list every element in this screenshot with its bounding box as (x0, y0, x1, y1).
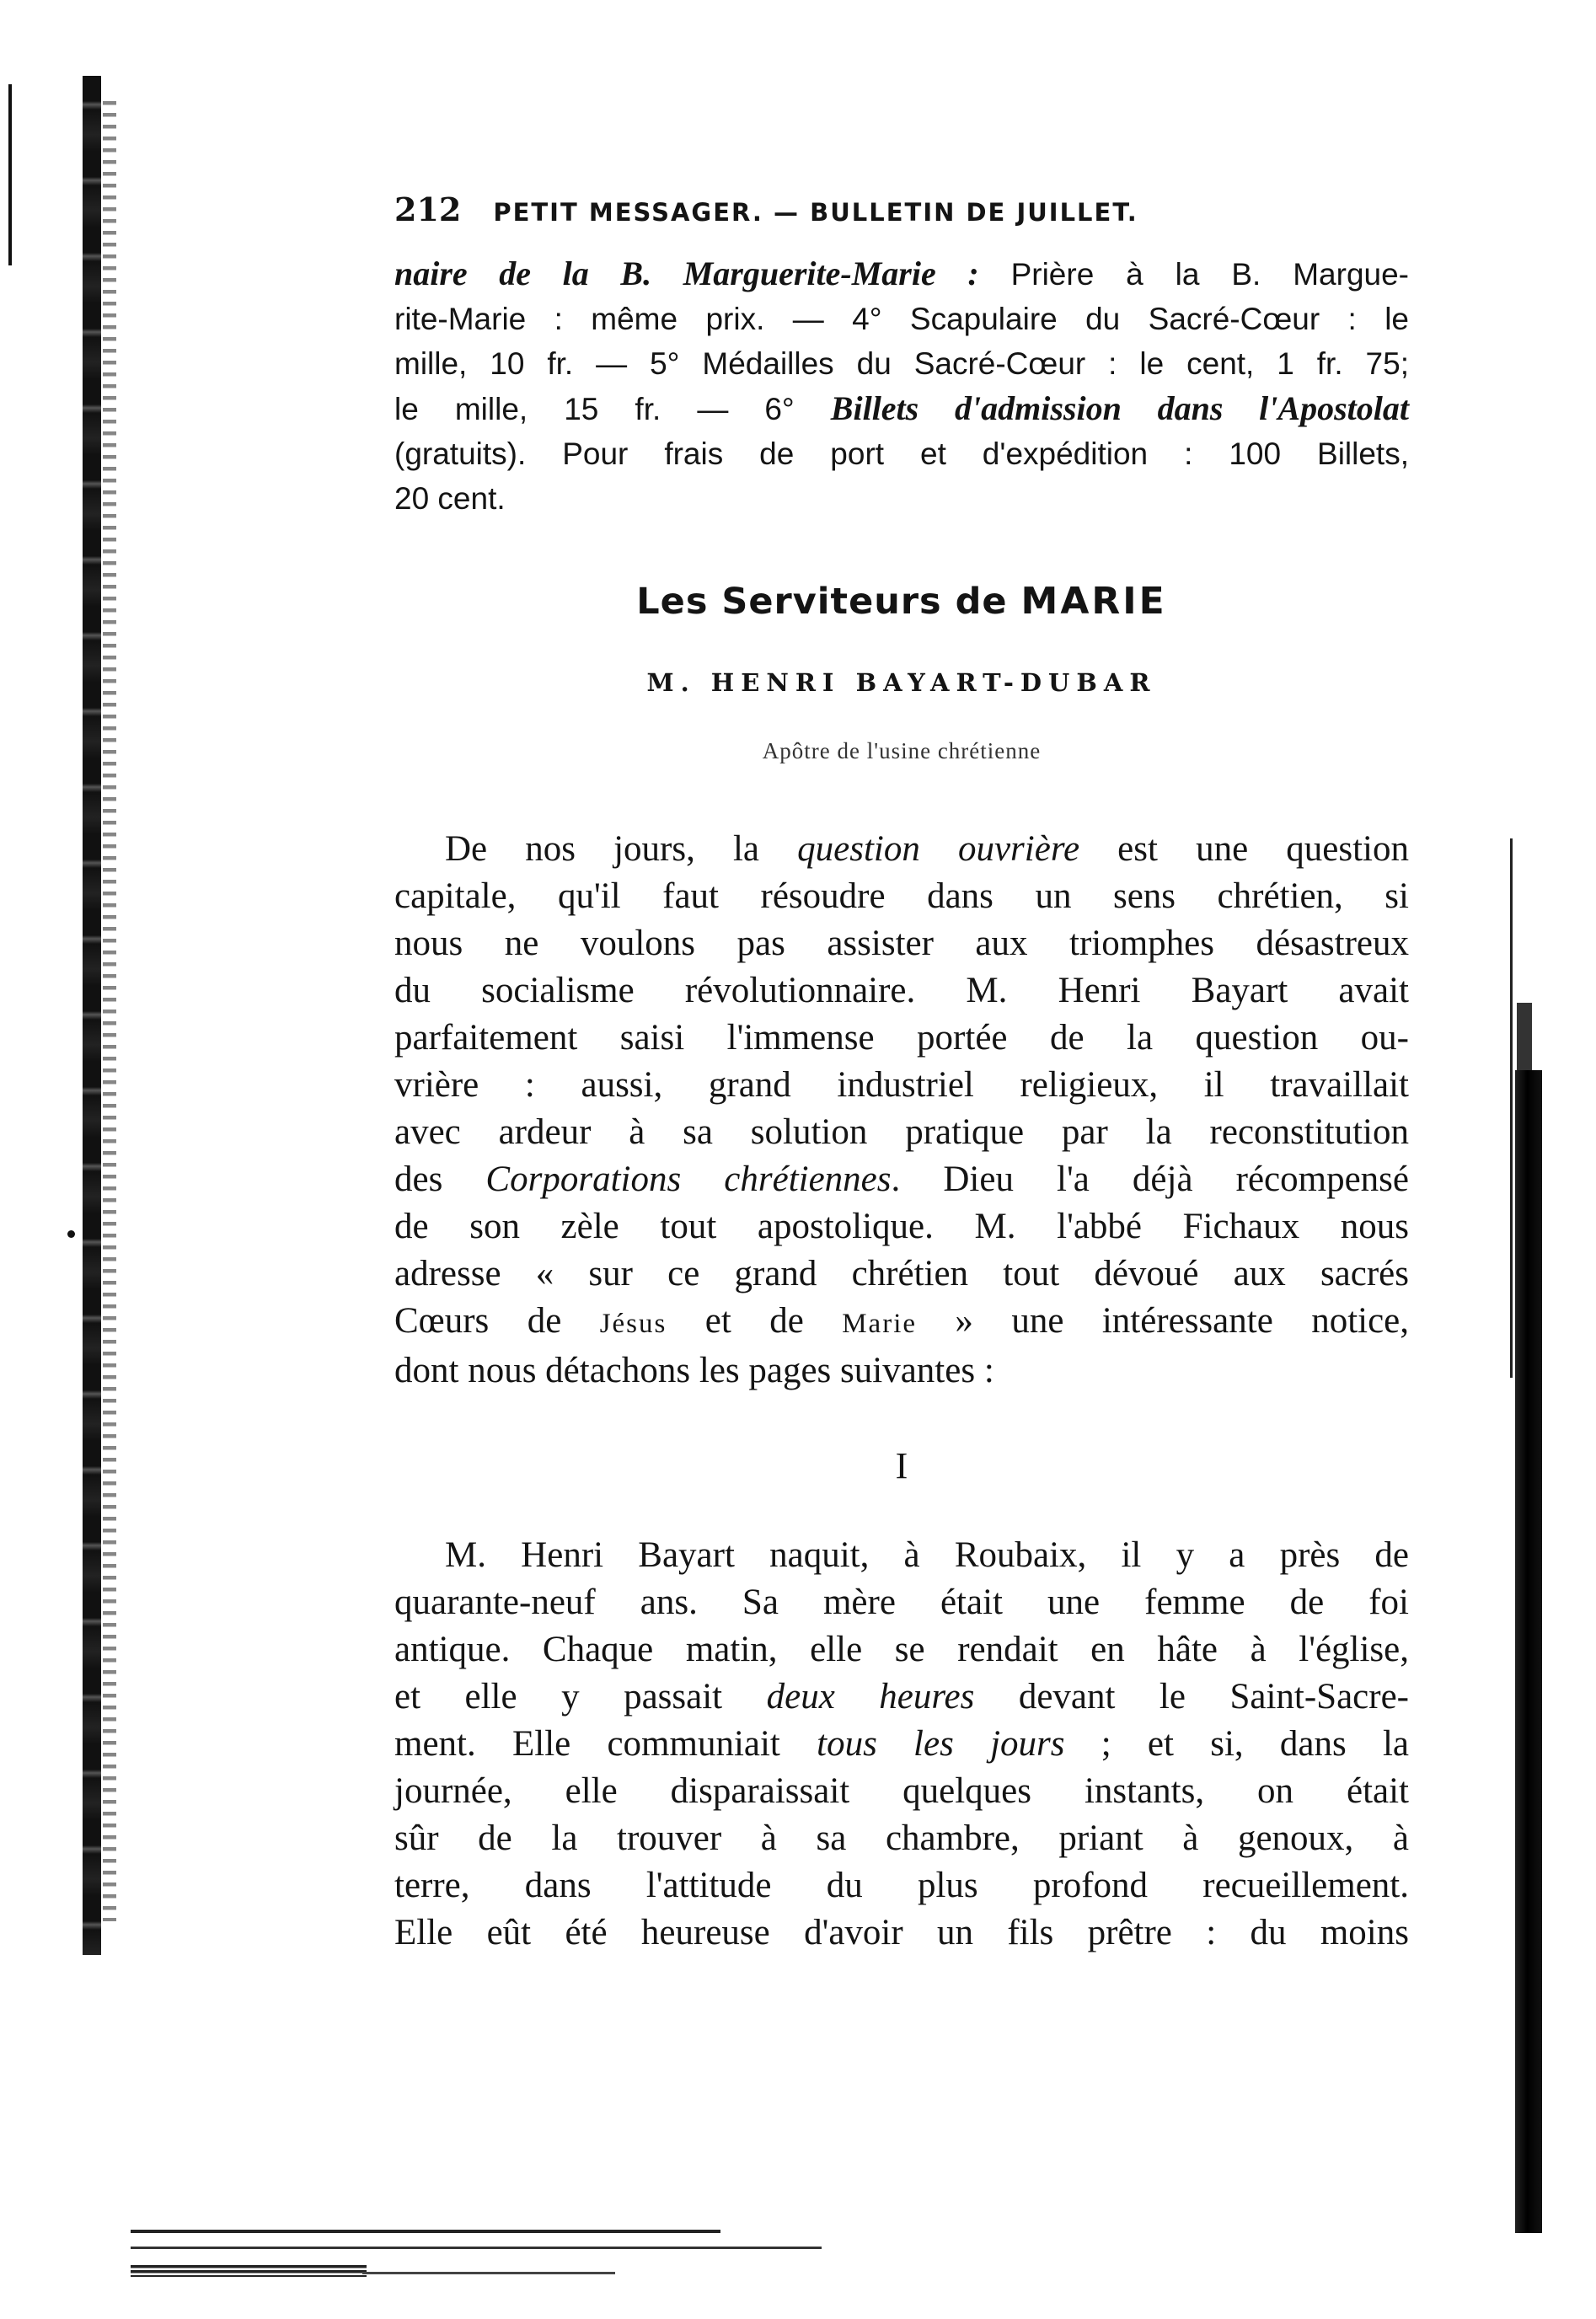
text-line: sûr de la trouver à sa chambre, priant à genoux, à (394, 1818, 1409, 1858)
text-line: dont nous détachons les pages suivantes : (394, 1351, 994, 1390)
text-span: ment. Elle communiait (394, 1724, 817, 1764)
text-line: avec ardeur à sa solution pratique par la reconstitution (394, 1112, 1409, 1152)
body-paragraph (394, 1532, 1409, 1957)
italic-text: tous les jours (817, 1724, 1065, 1764)
page-number: 212 (394, 190, 462, 228)
text-line: (gratuits). Pour frais de port et d'expédition : 100 Billets, (394, 436, 1409, 471)
text-span: ; et si, dans la (1064, 1724, 1409, 1764)
text-span: Prière à la B. Margue- (978, 257, 1409, 292)
text-line: parfaitement saisi l'immense portée de la question ou- (394, 1018, 1409, 1058)
scan-page-edge-right (1515, 1070, 1542, 2233)
scan-binding-shadow-left (83, 76, 101, 1955)
text-line: Elle eût été heureuse d'avoir un fils prêtre : du moins (394, 1913, 1409, 1952)
continued-paragraph (394, 251, 1409, 521)
text-line: quarante-neuf ans. Sa mère était une femme de foi (394, 1583, 1409, 1622)
body-paragraph (394, 826, 1409, 1395)
text-span: le mille, 15 fr. — 6° (394, 392, 831, 426)
text-span: et elle y passait (394, 1677, 767, 1716)
text-line: de son zèle tout apostolique. M. l'abbé Fichaux nous (394, 1207, 1409, 1246)
section-title-text: Les Serviteurs de (636, 581, 1021, 623)
text-line: capitale, qu'il faut résoudre dans un sens chrétien, si (394, 876, 1409, 916)
text-line: journée, elle disparaissait quelques instants, on était (394, 1771, 1409, 1811)
scan-edge-line (8, 84, 12, 265)
scan-bottom-texture (131, 2265, 367, 2277)
scan-edge-line-right (1510, 838, 1513, 1378)
section-title (394, 580, 1409, 623)
scan-bottom-line (362, 2272, 615, 2274)
scan-bottom-line (131, 2230, 720, 2233)
text-span: » une intéressante notice, (917, 1301, 1410, 1341)
scan-speck (67, 1230, 75, 1238)
text-span: et de (667, 1301, 843, 1341)
text-span: devant le Saint-Sacre- (974, 1677, 1409, 1716)
text-span: De nos jours, la (445, 829, 798, 869)
text-span: des (394, 1160, 486, 1199)
small-caps-text: Jésus (599, 1309, 667, 1339)
text-line: 20 cent. (394, 481, 506, 516)
italic-text: naire de la B. Marguerite-Marie : (394, 254, 979, 292)
text-line: vrière : aussi, grand industriel religieux, il travaillait (394, 1065, 1409, 1105)
text-line: terre, dans l'attitude du plus profond recueillement. (394, 1866, 1409, 1905)
italic-text: Billets d'admission dans l'Apostolat (830, 389, 1409, 427)
text-line: M. Henri Bayart naquit, à Roubaix, il y a près de (445, 1535, 1409, 1575)
italic-text: Corporations chrétiennes (485, 1160, 892, 1199)
scan-binding-texture (103, 101, 116, 1921)
text-line: mille, 10 fr. — 5° Médailles du Sacré-Cœur : le cent, 1 fr. 75; (394, 346, 1409, 381)
subject-tagline: Apôtre de l'usine chrétienne (762, 738, 1042, 763)
small-caps-text: Marie (842, 1309, 918, 1339)
text-line: rite-Marie : même prix. — 4° Scapulaire du Sacré-Cœur : le (394, 302, 1409, 336)
text-line: antique. Chaque matin, elle se rendait en hâte à l'église, (394, 1630, 1409, 1669)
chapter-numeral: I (895, 1445, 908, 1486)
subject-name: M. HENRI BAYART-DUBAR (646, 668, 1157, 697)
text-line: nous ne voulons pas assister aux triomphes désastreux (394, 924, 1409, 963)
text-line: adresse « sur ce grand chrétien tout dévoué aux sacrés (394, 1254, 1409, 1293)
section-title-caps: MARIE (1020, 580, 1167, 623)
text-span: . Dieu l'a déjà récompensé (891, 1160, 1409, 1199)
text-span: est une question (1079, 829, 1409, 869)
running-header (394, 190, 1301, 228)
running-title: PETIT MESSAGER. — BULLETIN DE JUILLET. (493, 198, 1138, 227)
scan-bottom-line (131, 2247, 822, 2249)
italic-text: deux heures (766, 1677, 975, 1716)
text-span: Cœurs de (394, 1301, 600, 1341)
text-line: du socialisme révolutionnaire. M. Henri Bayart avait (394, 971, 1409, 1010)
italic-text: question ouvrière (797, 829, 1080, 869)
scan-page-edge-taper (1517, 1003, 1532, 1079)
